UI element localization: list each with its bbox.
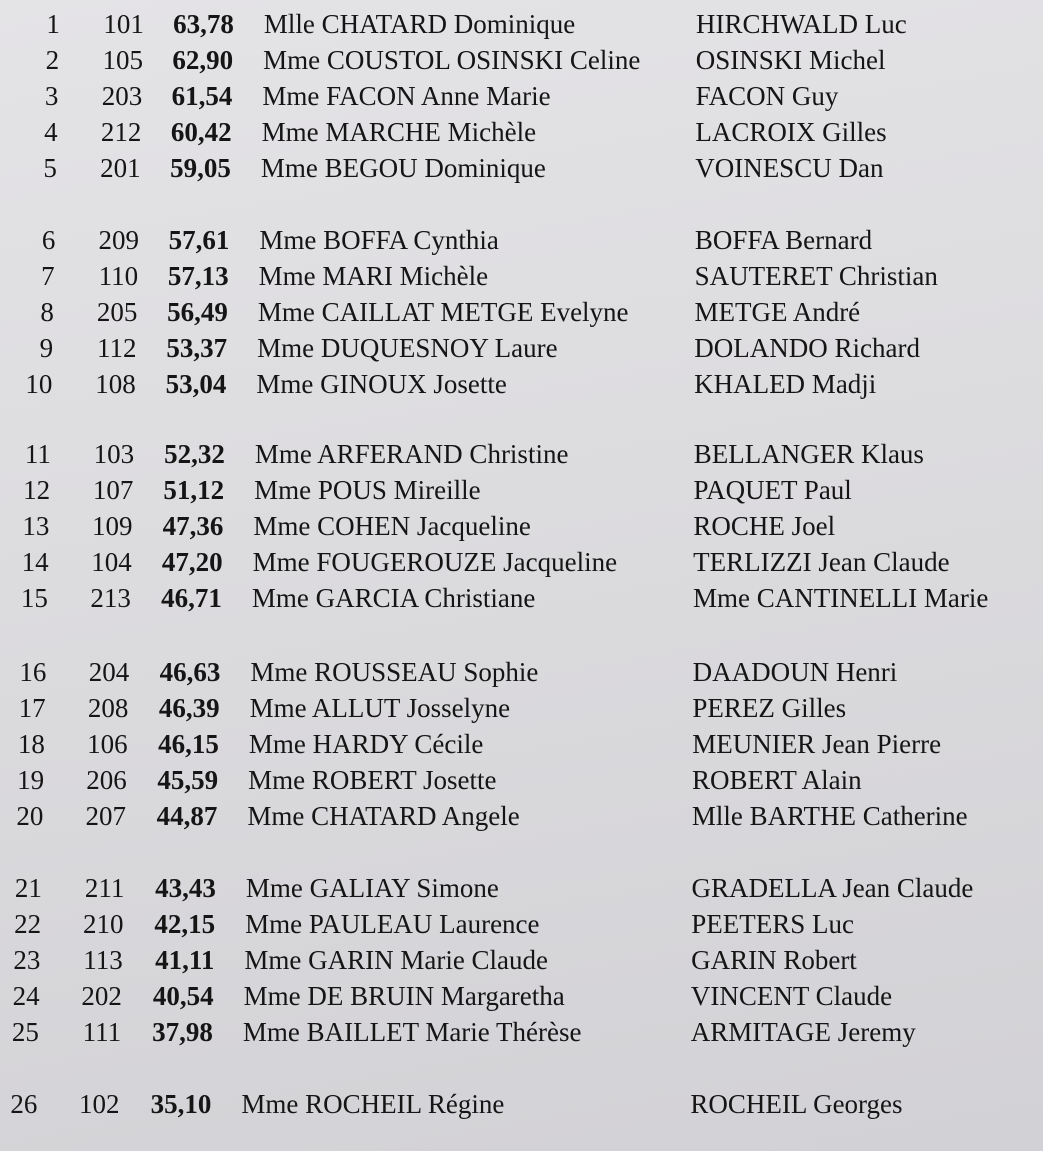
player2-name-cell: LACROIX Gilles <box>695 117 887 147</box>
player1-name-cell: Mme BEGOU Dominique <box>260 153 546 183</box>
player2-name-cell: TERLIZZI Jean Claude <box>693 547 950 577</box>
pair-number-cell: 110 <box>98 261 139 291</box>
player2-name-cell: PAQUET Paul <box>693 475 852 505</box>
result-row <box>0 6 1043 42</box>
result-row <box>0 762 1043 798</box>
result-row <box>0 870 1043 906</box>
result-row <box>0 1014 1043 1050</box>
player1-name-cell: Mme BAILLET Marie Thérèse <box>242 1017 582 1047</box>
rank-cell: 6 <box>41 225 56 255</box>
player1-name-cell: Mme ROUSSEAU Sophie <box>250 657 539 687</box>
score-cell: 63,78 <box>173 9 234 39</box>
score-cell: 46,71 <box>161 583 222 613</box>
player2-name-cell: HIRCHWALD Luc <box>695 9 907 39</box>
result-row <box>0 258 1043 294</box>
pair-number-cell: 202 <box>81 981 122 1011</box>
player2-name-cell: OSINSKI Michel <box>695 45 886 75</box>
score-cell: 61,54 <box>171 81 233 111</box>
player2-name-cell: VINCENT Claude <box>690 981 893 1011</box>
score-cell: 62,90 <box>172 45 234 75</box>
rank-cell: 17 <box>18 693 46 723</box>
player1-name-cell: Mme GINOUX Josette <box>256 369 507 399</box>
player1-name-cell: Mme PAULEAU Laurence <box>245 909 540 939</box>
result-row <box>0 1086 1043 1122</box>
player2-name-cell: PEETERS Luc <box>691 909 855 939</box>
pair-number-cell: 109 <box>92 511 133 541</box>
player2-name-cell: GRADELLA Jean Claude <box>691 873 974 903</box>
pair-number-cell: 209 <box>98 225 139 255</box>
player2-name-cell: BOFFA Bernard <box>694 225 873 255</box>
result-row <box>0 580 1043 616</box>
result-row <box>0 906 1043 942</box>
pair-number-cell: 212 <box>100 117 142 147</box>
rank-cell: 2 <box>45 45 60 75</box>
rank-cell: 15 <box>20 583 48 613</box>
rank-cell: 13 <box>22 511 50 541</box>
result-row <box>0 544 1043 580</box>
pair-number-cell: 211 <box>84 873 125 903</box>
player2-name-cell: BELLANGER Klaus <box>693 439 924 469</box>
rank-cell: 10 <box>25 369 53 399</box>
pair-number-cell: 104 <box>91 547 132 577</box>
result-row <box>0 726 1043 762</box>
rank-cell: 12 <box>23 475 51 505</box>
score-cell: 53,04 <box>165 369 227 399</box>
rank-cell: 24 <box>12 981 40 1011</box>
rank-cell: 8 <box>40 297 54 327</box>
rank-cell: 14 <box>21 547 49 577</box>
player1-name-cell: Mme FACON Anne Marie <box>262 81 551 111</box>
player2-name-cell: Mme CANTINELLI Marie <box>692 583 989 613</box>
rank-cell: 5 <box>43 153 57 183</box>
score-cell: 40,54 <box>152 981 214 1011</box>
pair-number-cell: 208 <box>87 693 129 723</box>
score-cell: 43,43 <box>155 873 216 903</box>
pair-number-cell: 112 <box>97 333 137 363</box>
score-cell: 44,87 <box>156 801 218 831</box>
score-cell: 47,20 <box>161 547 223 577</box>
player2-name-cell: Mlle BARTHE Catherine <box>691 801 968 831</box>
player1-name-cell: Mme COUSTOL OSINSKI Celine <box>263 45 641 75</box>
rank-cell: 26 <box>10 1089 38 1119</box>
pair-number-cell: 206 <box>86 765 127 795</box>
rank-cell: 1 <box>46 9 60 39</box>
pair-number-cell: 204 <box>88 657 130 687</box>
result-row <box>0 436 1043 472</box>
result-row <box>0 330 1043 366</box>
player2-name-cell: VOINESCU Dan <box>695 153 884 183</box>
score-cell: 57,61 <box>168 225 230 255</box>
result-row <box>0 508 1043 544</box>
result-row <box>0 294 1043 330</box>
player1-name-cell: Mme BOFFA Cynthia <box>259 225 499 255</box>
player1-name-cell: Mme GARCIA Christiane <box>251 583 536 613</box>
pair-number-cell: 203 <box>101 81 143 111</box>
rank-cell: 11 <box>24 439 51 469</box>
score-cell: 46,15 <box>158 729 219 759</box>
rank-cell: 16 <box>19 657 47 687</box>
result-row <box>0 654 1043 690</box>
rank-cell: 9 <box>39 333 54 363</box>
player1-name-cell: Mme HARDY Cécile <box>248 729 484 759</box>
player2-name-cell: ROCHE Joel <box>693 511 836 541</box>
player2-name-cell: PEREZ Gilles <box>692 693 847 723</box>
rank-cell: 25 <box>11 1017 39 1047</box>
score-cell: 53,37 <box>166 333 228 363</box>
result-row <box>0 690 1043 726</box>
score-cell: 52,32 <box>164 439 225 469</box>
result-row <box>0 798 1043 834</box>
rank-cell: 19 <box>17 765 45 795</box>
score-cell: 46,39 <box>158 693 220 723</box>
player1-name-cell: Mme GARIN Marie Claude <box>244 945 549 975</box>
score-cell: 45,59 <box>157 765 219 795</box>
result-row <box>0 78 1043 114</box>
rank-cell: 3 <box>44 81 59 111</box>
score-cell: 37,98 <box>152 1017 213 1047</box>
result-row <box>0 366 1043 402</box>
result-row <box>0 114 1043 150</box>
player1-name-cell: Mme FOUGEROUZE Jacqueline <box>252 547 618 577</box>
player1-name-cell: Mme ALLUT Josselyne <box>249 693 511 723</box>
player2-name-cell: ROBERT Alain <box>692 765 862 795</box>
player1-name-cell: Mme ROCHEIL Régine <box>241 1089 505 1119</box>
rank-cell: 7 <box>41 261 55 291</box>
pair-number-cell: 113 <box>83 945 123 975</box>
player1-name-cell: Mme CAILLAT METGE Evelyne <box>257 297 629 327</box>
player1-name-cell: Mme ROBERT Josette <box>248 765 497 795</box>
player1-name-cell: Mme COHEN Jacqueline <box>253 511 531 541</box>
rank-cell: 20 <box>16 801 44 831</box>
player1-name-cell: Mme MARI Michèle <box>258 261 489 291</box>
pair-number-cell: 103 <box>93 439 135 469</box>
pair-number-cell: 111 <box>82 1017 122 1047</box>
score-cell: 35,10 <box>150 1089 212 1119</box>
pair-number-cell: 105 <box>102 45 144 75</box>
score-cell: 46,63 <box>159 657 221 687</box>
result-row <box>0 42 1043 78</box>
player2-name-cell: DAADOUN Henri <box>692 657 898 687</box>
player1-name-cell: Mme DUQUESNOY Laure <box>257 333 558 363</box>
pair-number-cell: 107 <box>92 475 134 505</box>
result-row <box>0 978 1043 1014</box>
player1-name-cell: Mme ARFERAND Christine <box>254 439 569 469</box>
pair-number-cell: 201 <box>100 153 141 183</box>
rank-cell: 21 <box>14 873 42 903</box>
pair-number-cell: 207 <box>85 801 126 831</box>
player2-name-cell: GARIN Robert <box>691 945 857 975</box>
pair-number-cell: 213 <box>90 583 131 613</box>
score-cell: 57,13 <box>167 261 229 291</box>
pair-number-cell: 108 <box>95 369 136 399</box>
score-cell: 56,49 <box>167 297 228 327</box>
score-cell: 51,12 <box>163 475 225 505</box>
result-row <box>0 150 1043 186</box>
player2-name-cell: DOLANDO Richard <box>694 333 920 363</box>
player2-name-cell: FACON Guy <box>695 81 839 111</box>
pair-number-cell: 106 <box>87 729 128 759</box>
player2-name-cell: ARMITAGE Jeremy <box>690 1017 916 1047</box>
pair-number-cell: 205 <box>96 297 138 327</box>
rank-cell: 18 <box>17 729 45 759</box>
player1-name-cell: Mme CHATARD Angele <box>247 801 520 831</box>
player1-name-cell: Mme POUS Mireille <box>254 475 481 505</box>
rank-cell: 4 <box>44 117 58 147</box>
player2-name-cell: KHALED Madji <box>694 369 877 399</box>
pair-number-cell: 210 <box>83 909 124 939</box>
player2-name-cell: ROCHEIL Georges <box>690 1089 903 1119</box>
pair-number-cell: 102 <box>78 1089 120 1119</box>
player1-name-cell: Mme DE BRUIN Margaretha <box>243 981 565 1011</box>
pair-number-cell: 101 <box>103 9 144 39</box>
player2-name-cell: METGE André <box>694 297 861 327</box>
player2-name-cell: SAUTERET Christian <box>694 261 938 291</box>
player1-name-cell: Mme MARCHE Michèle <box>261 117 537 147</box>
player2-name-cell: MEUNIER Jean Pierre <box>692 729 942 759</box>
player1-name-cell: Mlle CHATARD Dominique <box>263 9 576 39</box>
result-row <box>0 942 1043 978</box>
score-cell: 42,15 <box>154 909 216 939</box>
rank-cell: 22 <box>14 909 42 939</box>
score-cell: 59,05 <box>170 153 231 183</box>
score-cell: 47,36 <box>162 511 224 541</box>
result-row <box>0 222 1043 258</box>
score-cell: 60,42 <box>170 117 232 147</box>
player1-name-cell: Mme GALIAY Simone <box>245 873 499 903</box>
result-row <box>0 472 1043 508</box>
rank-cell: 23 <box>13 945 41 975</box>
score-cell: 41,11 <box>155 945 215 975</box>
